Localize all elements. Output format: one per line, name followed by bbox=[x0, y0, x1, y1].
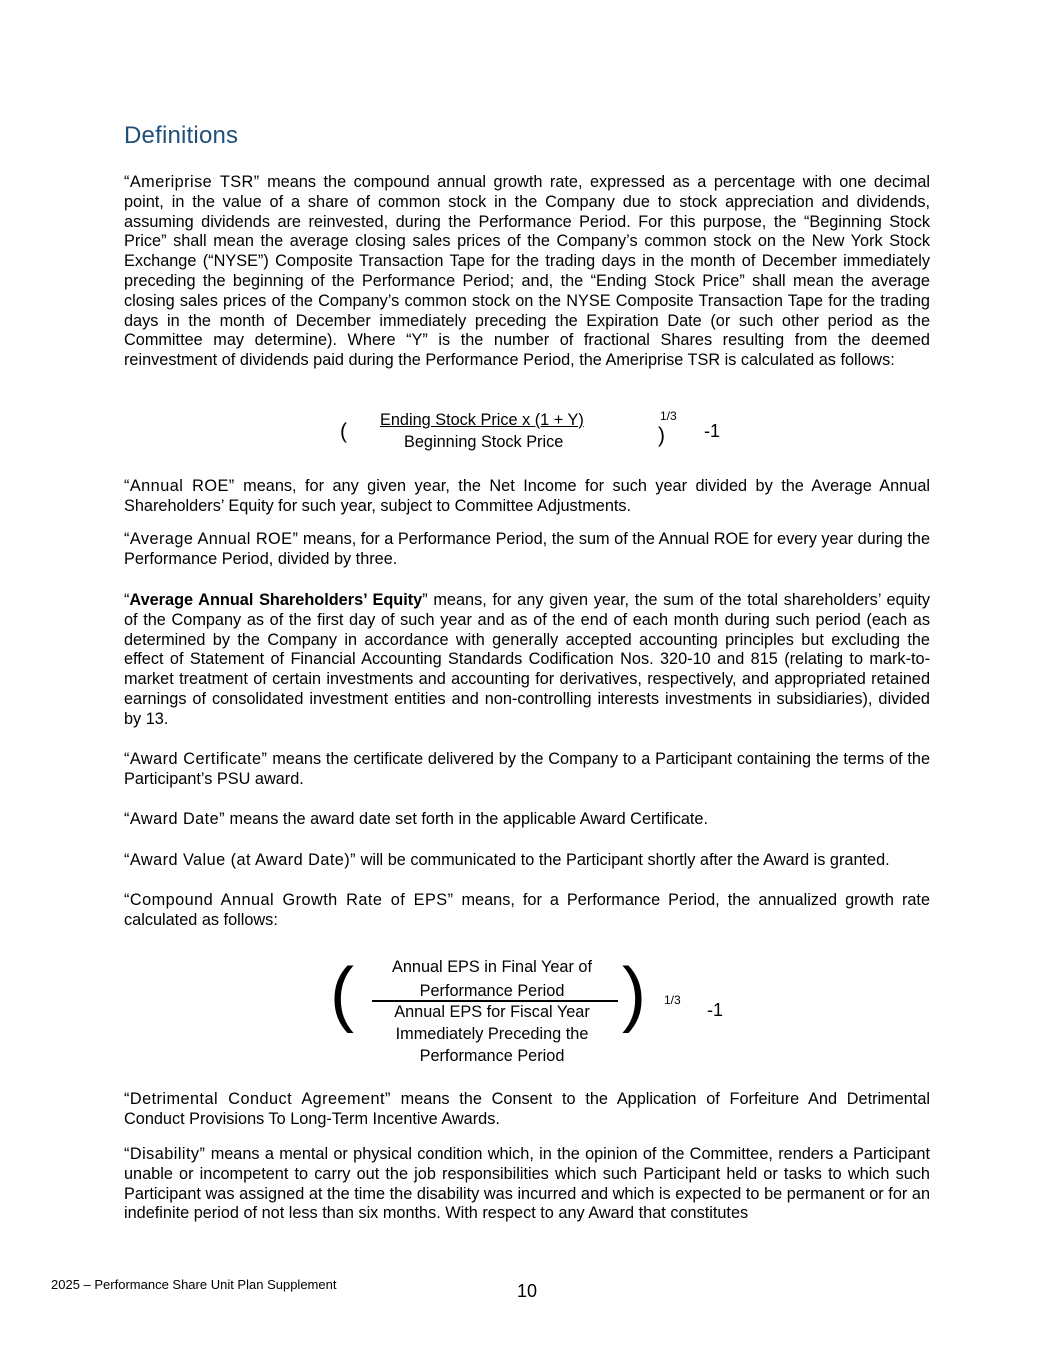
formula-denominator-line: Performance Period bbox=[419, 1047, 565, 1065]
definition-text: means, for any given year, the Net Income for such year divided by the Average Annual Shareholders’ Equity for such year, subject to Committee Adjustments. bbox=[124, 477, 931, 515]
page-heading: Definitions bbox=[124, 122, 239, 149]
formula-minus-one: -1 bbox=[707, 1000, 724, 1020]
definition-text: means the certificate delivered by the Company to a Participant containing the terms of the Participant’s PSU award. bbox=[124, 750, 930, 788]
definition-term: “Compound Annual Growth Rate of EPS” bbox=[124, 891, 454, 909]
definition-text: means the award date set forth in the applicable Award Certificate. bbox=[225, 810, 708, 828]
definition-compound-annual-growth-rate-eps bbox=[124, 891, 930, 931]
formula-numerator bbox=[372, 955, 612, 1003]
definition-average-annual-shareholders-equity bbox=[124, 591, 930, 730]
definition-term: “Disability” bbox=[124, 1145, 206, 1163]
definition-ameriprise-tsr bbox=[124, 173, 930, 371]
definition-term: “Award Value (at Award Date)” bbox=[124, 851, 357, 869]
formula-denominator: Beginning Stock Price bbox=[404, 433, 564, 451]
formula-denominator-line: Immediately Preceding the bbox=[395, 1025, 589, 1043]
eps-growth-formula bbox=[328, 952, 748, 1068]
definition-open-quote: “ bbox=[124, 591, 130, 609]
definition-term: “Annual ROE” bbox=[124, 477, 235, 495]
definition-term: “Average Annual ROE” bbox=[124, 530, 299, 548]
formula-exponent: 1/3 bbox=[664, 993, 681, 1007]
formula-open-paren: ( bbox=[340, 420, 347, 443]
definition-text: means a mental or physical condition which, in the opinion of the Committee, renders a Participant unable or incompetent to carry out the job responsibilities which such Participant held or tasks to which such Participant was assigned at the time the disability was incurred and which is expected to be permanent or for an indefinite period of not less than six months. With respect to any Award that constitutes bbox=[124, 1145, 930, 1223]
definition-term: “Ameriprise TSR” bbox=[124, 173, 260, 191]
definition-term: “Award Certificate” bbox=[124, 750, 268, 768]
definition-term: Average Annual Shareholders’ Equity bbox=[129, 591, 423, 609]
footer-page-number: 10 bbox=[517, 1281, 538, 1301]
definition-text: will be communicated to the Participant shortly after the Award is granted. bbox=[356, 851, 890, 869]
formula-numerator-line: Performance Period bbox=[419, 982, 565, 1000]
definition-text: ” means, for any given year, the sum of the total shareholders’ equity of the Company as of the first day of such year and as of the end of each month during such period (each as determined by the Company in accordance with generally accepted accounting principles but excluding the effect of Statement of Financial Accounting Standards Codification Nos. 320-10 and 815 (relating to mark-to-market treatment of certain investments and accounting for derivatives, respectively, and appropriated retained earnings of consolidated investment entities and non-controlling interests investments in subsidiaries), divided by 13. bbox=[124, 591, 930, 728]
formula-denominator-line: Annual EPS for Fiscal Year bbox=[394, 1003, 590, 1021]
definition-term: “Detrimental Conduct Agreement” bbox=[124, 1090, 391, 1108]
formula-numerator: Ending Stock Price x (1 + Y) bbox=[380, 411, 584, 429]
definition-text: means, for a Performance Period, the sum of the Annual ROE for every year during the Performance Period, divided by three. bbox=[124, 530, 930, 568]
definition-average-annual-roe bbox=[124, 530, 930, 570]
formula-open-paren: ( bbox=[330, 954, 354, 1034]
definition-award-value bbox=[124, 851, 930, 871]
formula-numerator-line: Annual EPS in Final Year of bbox=[391, 958, 593, 976]
definition-disability bbox=[124, 1145, 930, 1224]
definition-award-date bbox=[124, 810, 930, 830]
formula-exponent: 1/3 bbox=[660, 409, 677, 423]
definition-term: “Award Date” bbox=[124, 810, 226, 828]
formula-close-paren: ) bbox=[658, 424, 665, 447]
formula-close-paren: ) bbox=[622, 954, 646, 1034]
definition-text: means the Consent to the Application of Forfeiture And Detrimental Conduct Provisions To Long-Term Incentive Awards. bbox=[124, 1090, 930, 1128]
definition-text: means the compound annual growth rate, expressed as a percentage with one decimal point, in the value of a share of common stock in the Company due to stock appreciation and dividends, assuming dividends are reinvested, during the Performance Period. For this purpose, the “Beginning Stock Price” shall mean the average closing sales prices of the Company’s common stock on the New York Stock Exchange (“NYSE”) Composite Transaction Tape for the trading days in the month of December immediately preceding the beginning of the Performance Period; and, the “Ending Stock Price” shall mean the average closing sales prices of the Company’s common stock on the NYSE Composite Transaction Tape for the trading days in the month of December immediately preceding the Expiration Date (or such other period as the Committee may determine). Where “Y” is the number of fractional Shares resulting from the deemed reinvestment of dividends paid during the Performance Period, the Ameriprise TSR is calculated as follows: bbox=[124, 173, 931, 370]
formula-denominator bbox=[372, 1001, 612, 1067]
tsr-formula bbox=[336, 408, 736, 456]
definition-detrimental-conduct-agreement bbox=[124, 1090, 930, 1130]
formula-minus-one: -1 bbox=[704, 421, 721, 441]
footer-document-title: 2025 – Performance Share Unit Plan Supplement bbox=[51, 1277, 337, 1292]
definition-annual-roe bbox=[124, 477, 930, 517]
definition-award-certificate bbox=[124, 750, 930, 790]
definition-text: means, for a Performance Period, the annualized growth rate calculated as follows: bbox=[124, 891, 931, 929]
